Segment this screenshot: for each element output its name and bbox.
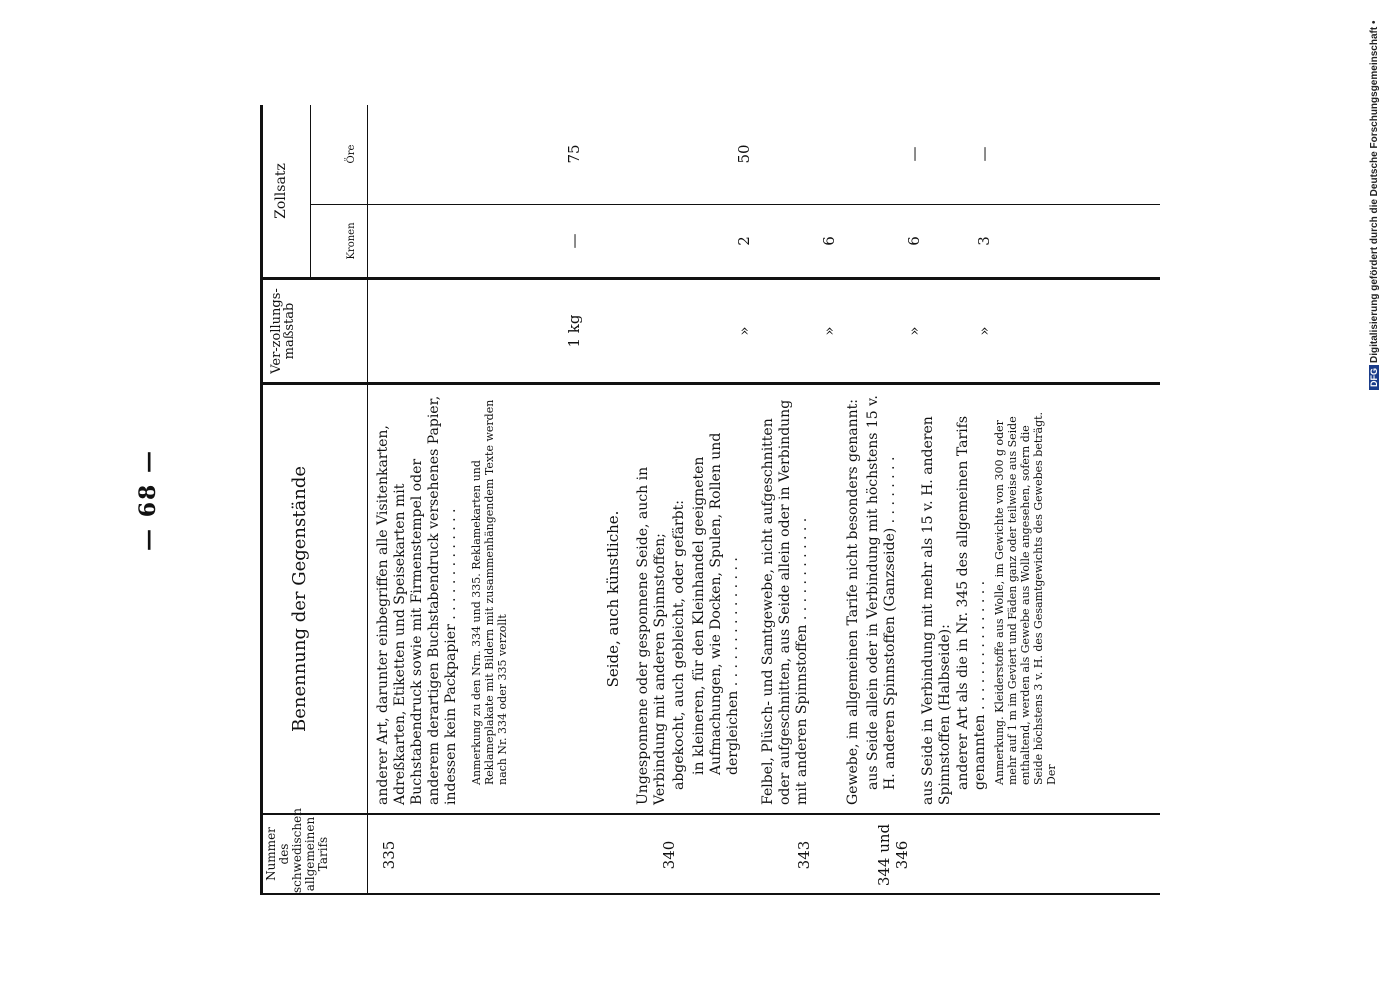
page-number: — 68 —: [135, 449, 161, 551]
rotated-page: [135, 105, 1065, 895]
row-oere: —: [905, 146, 923, 162]
header-oere: Öre: [346, 144, 357, 164]
row-number: 340: [660, 840, 678, 870]
header-kronen: Kronen: [346, 222, 357, 260]
row-oere: 50: [735, 144, 753, 164]
row-note: Anmerkung. Kleiderstoffe aus Wolle, im Gewichte von 300 g oder mehr auf 1 m im Geviert und Fäden ganz oder teilweise aus Seide enthaltend, werden als Gewebe aus Wolle angesehen, sofern die Seide höchstens 3 v. H. des Gesamtgewichts des Gewebes beträgt. Der: [993, 411, 1058, 785]
row-number: 344 und 346: [875, 823, 911, 887]
row-sub1: anderer Art als die in Nr. 345 des allgemeinen Tarifs genannten . . . . . . . . . . . . . . .: [955, 415, 988, 790]
dfg-logo: DFG: [1369, 365, 1379, 390]
table-top-rule: [260, 105, 263, 895]
row-kronen: 3: [975, 236, 993, 246]
header-designation: Benennung der Gegenstände: [289, 466, 310, 733]
row-kronen: 2: [735, 236, 753, 246]
row-text: aus Seide in Verbindung mit mehr als 15 v. H. anderen Spinnstoffen (Halbseide):: [920, 416, 953, 805]
dfg-watermark: [1369, 21, 1380, 390]
row-unit: »: [820, 326, 838, 336]
section-heading: Seide, auch künstliche.: [604, 510, 622, 688]
row-kronen: 6: [905, 236, 923, 246]
col-divider-2: [260, 382, 1160, 385]
row-text: Felbel, Plüsch- und Samtgewebe, nicht aufgeschnitten oder aufgeschnitten, aus Seide allein oder in Verbindung mit anderen Spinnstoffen . . . . . . . . . . . .: [760, 399, 810, 805]
row-sub1: abgekocht, auch gebleicht, oder gefärbt:: [671, 500, 687, 790]
row-unit: 1 kg: [565, 314, 583, 348]
header-number: Nummer des schwedischen allgemeinen Tarifs: [264, 808, 330, 893]
header-unit: Ver-zollungs-maßstab: [269, 288, 297, 374]
row-unit: »: [735, 326, 753, 336]
col-divider-3: [260, 277, 1160, 280]
row-kronen: 6: [820, 236, 838, 246]
row-oere: 75: [565, 144, 583, 164]
row-kronen: —: [565, 233, 583, 249]
row-note: Anmerkung zu den Nrn. 334 und 335. Reklamekarten und Reklameplakate mit Bildern mit zusammenhängendem Texte werden nach Nr. 334 oder 335 verzollt: [470, 399, 509, 785]
row-text: anderer Art, darunter einbegriffen alle Visitenkarten, Adreßkarten, Etiketten und Speisekarten mit Buchstabendruck sowie mit Firmenstempel oder anderem derartigen Buchstabendruck versehenes Papier, indessen kein Packpapier . . . . . . . . . . . . .: [375, 395, 459, 805]
row-sub1: aus Seide allein oder in Verbindung mit höchstens 15 v. H. anderen Spinnstoffen (Ganzseide) . . . . . . . .: [865, 395, 898, 790]
row-oere: —: [975, 146, 993, 162]
row-sub2: in kleineren, für den Kleinhandel geeigneten Aufmachungen, wie Docken, Spulen, Rollen und dergleichen . . . . . . . . . . . . . . .: [691, 432, 741, 775]
row-number: 343: [795, 840, 813, 870]
row-text: Ungesponnene oder gesponnene Seide, auch in Verbindung mit anderen Spinnstoffen;: [635, 466, 668, 805]
row-unit: »: [975, 326, 993, 336]
row-unit: »: [905, 326, 923, 336]
row-number: 335: [380, 840, 398, 870]
dfg-watermark-text: Digitalisierung gefördert durch die Deutsche Forschungsgemeinschaft •: [1369, 20, 1380, 363]
header-duty: Zollsatz: [273, 163, 289, 219]
row-text: Gewebe, im allgemeinen Tarife nicht besonders genannt:: [845, 399, 861, 805]
